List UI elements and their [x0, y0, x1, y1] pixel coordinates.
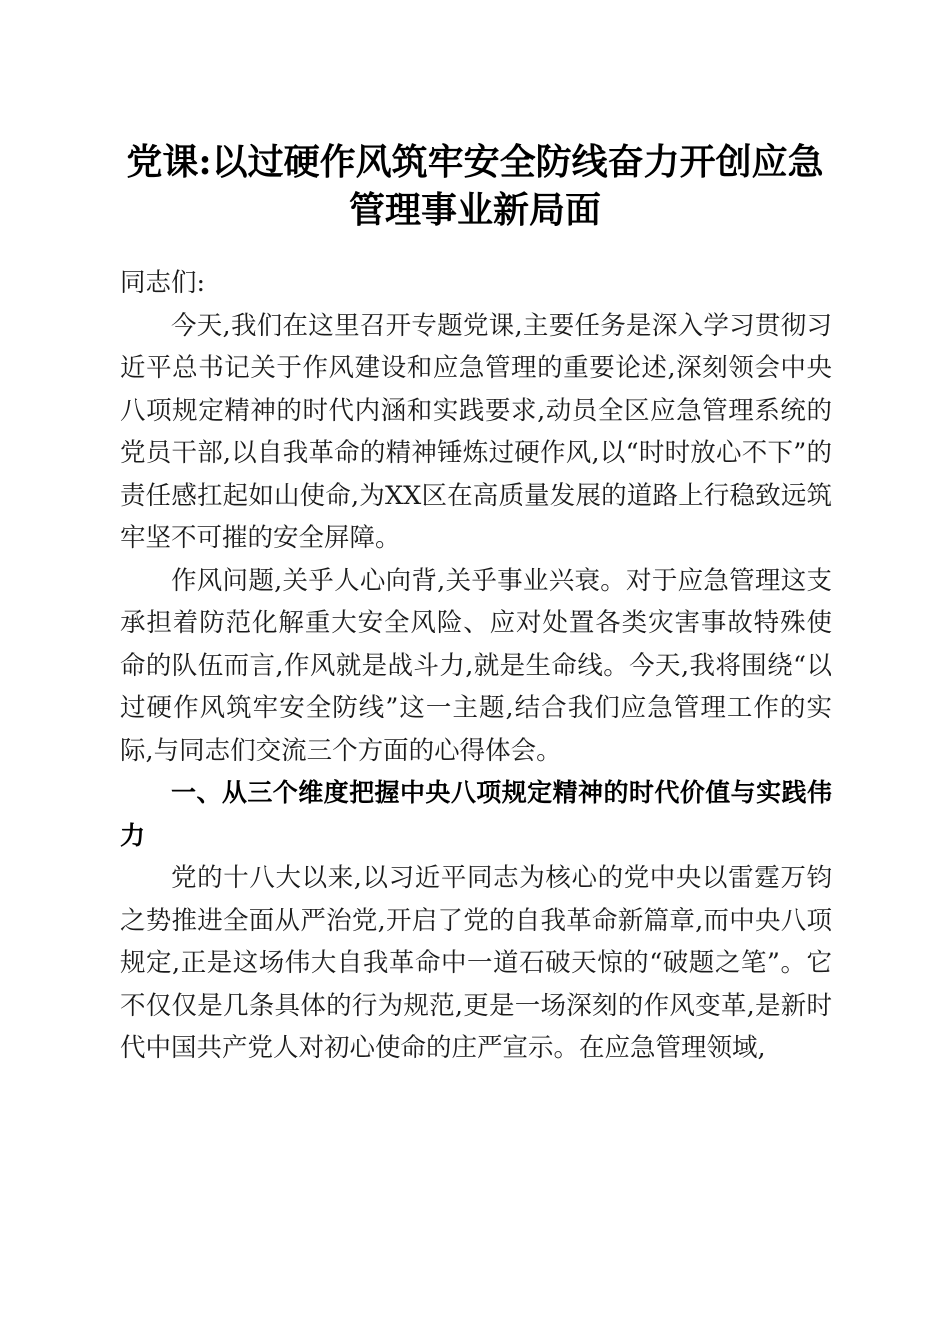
document-title-line-1: 党课:以过硬作风筑牢安全防线奋力开创应急	[126, 141, 824, 183]
paragraph-theme: 作风问题,关乎人心向背,关乎事业兴衰。对于应急管理这支承担着防范化解重大安全风险、应对处置各类灾害事故特殊使命的队伍而言,作风就是战斗力,就是生命线。今天,我将围绕“以过硬作风筑牢安全防线”这一主题,结合我们应急管理工作的实际,与同志们交流三个方面的心得体会。	[120, 565, 832, 766]
section-heading-1: 一、从三个维度把握中央八项规定精神的时代价值与实践伟力	[120, 778, 832, 850]
document-body	[120, 262, 832, 1070]
paragraph-section-1: 党的十八大以来,以习近平同志为核心的党中央以雷霆万钧之势推进全面从严治党,开启了党的自我革命新篇章,而中央八项规定,正是这场伟大自我革命中一道石破天惊的“破题之笔”。它不仅仅是几条具体的行为规范,更是一场深刻的作风变革,是新时代中国共产党人对初心使命的庄严宣示。在应急管理领域,	[120, 863, 832, 1063]
paragraph-intro: 今天,我们在这里召开专题党课,主要任务是深入学习贯彻习近平总书记关于作风建设和应急管理的重要论述,深刻领会中央八项规定精神的时代内涵和实践要求,动员全区应急管理系统的党员干部,以自我革命的精神锤炼过硬作风,以“时时放心不下”的责任感扛起如山使命,为XX区在高质量发展的道路上行稳致远筑牢坚不可摧的安全屏障。	[120, 310, 832, 553]
document-title-line-2: 管理事业新局面	[348, 189, 601, 231]
salutation: 同志们:	[120, 268, 206, 298]
